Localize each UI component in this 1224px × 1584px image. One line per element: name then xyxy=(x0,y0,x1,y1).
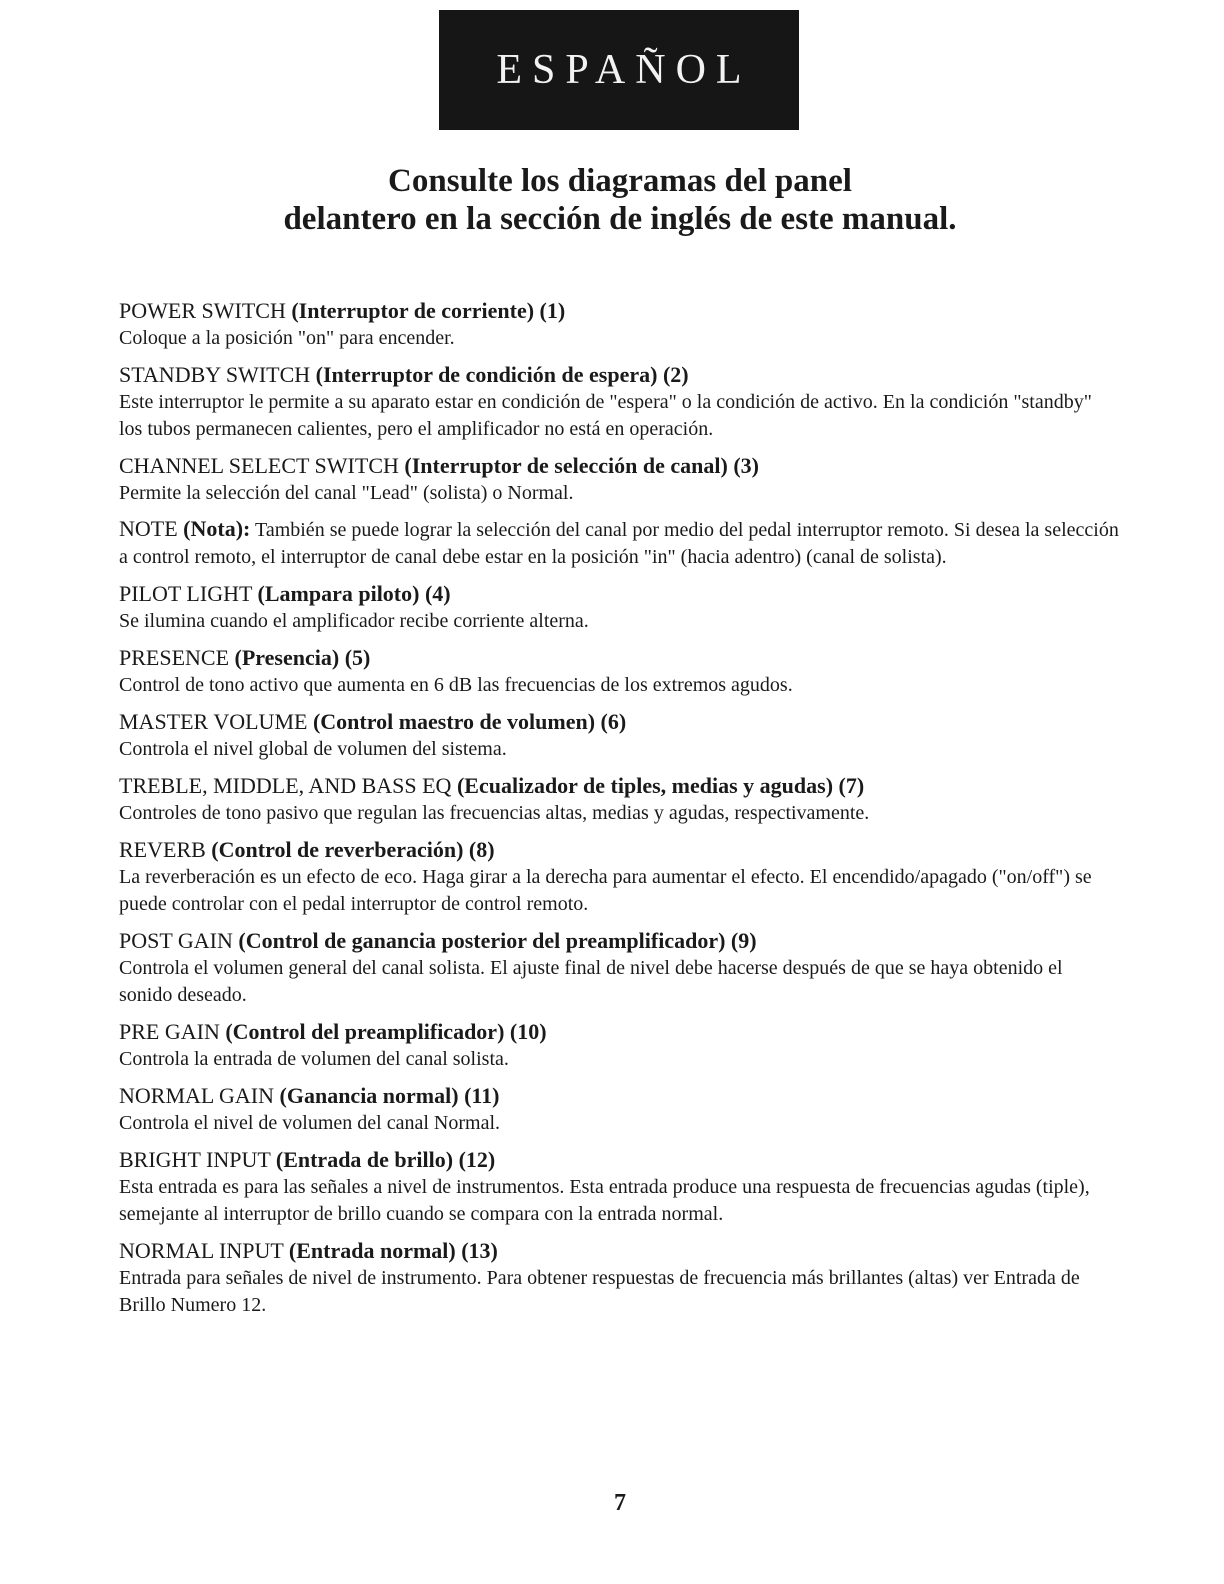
language-label: ESPAÑOL xyxy=(496,47,752,93)
section-description: Permite la selección del canal "Lead" (solista) o Normal. xyxy=(119,482,574,504)
section-title-english: POWER SWITCH xyxy=(119,298,286,323)
section-channel-select-switch xyxy=(119,451,1119,507)
section-title-spanish: (Presencia) (5) xyxy=(234,645,371,670)
heading-line-2: delantero en la sección de inglés de este manual. xyxy=(283,201,957,237)
section-title-spanish: (Interruptor de corriente) (1) xyxy=(291,298,566,323)
section-title xyxy=(119,451,1119,480)
note-label-english: NOTE xyxy=(119,516,178,541)
section-title-spanish: (Lampara piloto) (4) xyxy=(257,581,451,606)
section-description: Controles de tono pasivo que regulan las frecuencias altas, medias y agudas, respectivamente. xyxy=(119,802,870,824)
section-presence xyxy=(119,643,1119,699)
section-description: La reverberación es un efecto de eco. Haga girar a la derecha para aumentar el efecto. El encendido/apagado ("on/off") se puede controlar con el pedal interruptor de control remoto. xyxy=(119,866,1092,915)
section-description: Control de tono activo que aumenta en 6 dB las frecuencias de los extremos agudos. xyxy=(119,674,793,696)
section-post-gain xyxy=(119,926,1119,1009)
section-title-spanish: (Entrada de brillo) (12) xyxy=(275,1147,496,1172)
section-description: Coloque a la posición "on" para encender. xyxy=(119,327,455,349)
note-label-spanish: (Nota): xyxy=(183,516,251,541)
channel-note xyxy=(119,515,1119,571)
section-description: Este interruptor le permite a su aparato estar en condición de "espera" o la condición de activo. En la condición "standby" los tubos permanecen calientes, pero el amplificador no está en operación. xyxy=(119,391,1092,440)
section-title-spanish: (Ganancia normal) (11) xyxy=(279,1083,500,1108)
section-title-spanish: (Entrada normal) (13) xyxy=(288,1238,498,1263)
heading-line-1: Consulte los diagramas del panel xyxy=(388,163,852,199)
section-title xyxy=(119,835,1119,864)
section-description: Controla la entrada de volumen del canal solista. xyxy=(119,1048,509,1070)
section-title xyxy=(119,1145,1119,1174)
section-title xyxy=(119,643,1119,672)
section-master-volume xyxy=(119,707,1119,763)
section-description: Controla el nivel global de volumen del sistema. xyxy=(119,738,507,760)
section-eq xyxy=(119,771,1119,827)
section-description: Esta entrada es para las señales a nivel de instrumentos. Esta entrada produce una respuesta de frecuencias agudas (tiple), semejante al interruptor de brillo cuando se compara con la entrada normal. xyxy=(119,1176,1090,1225)
section-title-english: NORMAL GAIN xyxy=(119,1083,275,1108)
section-standby-switch xyxy=(119,360,1119,443)
section-title xyxy=(119,1017,1119,1046)
section-title-english: CHANNEL SELECT SWITCH xyxy=(119,453,399,478)
section-title-spanish: (Control maestro de volumen) (6) xyxy=(312,709,627,734)
section-title xyxy=(119,1081,1119,1110)
section-description: Se ilumina cuando el amplificador recibe corriente alterna. xyxy=(119,610,589,632)
language-banner xyxy=(439,10,799,130)
section-power-switch xyxy=(119,296,1119,352)
note-text: También se puede lograr la selección del canal por medio del pedal interruptor remoto. Si desea la selección a control remoto, el interruptor de canal debe estar en la posición "in" (hacia adentro) (canal de solista). xyxy=(119,519,1119,568)
section-normal-input xyxy=(119,1236,1119,1319)
section-title-spanish: (Control de ganancia posterior del preamplificador) (9) xyxy=(238,928,757,953)
section-description: Entrada para señales de nivel de instrumento. Para obtener respuestas de frecuencia más brillantes (altas) ver Entrada de Brillo Numero 12. xyxy=(119,1267,1080,1316)
section-bright-input xyxy=(119,1145,1119,1228)
section-title xyxy=(119,707,1119,736)
section-title-english: PRESENCE xyxy=(119,645,230,670)
section-title-spanish: (Interruptor de condición de espera) (2) xyxy=(315,362,689,387)
section-title-spanish: (Ecualizador de tiples, medias y agudas) (7) xyxy=(456,773,865,798)
section-title-spanish: (Control del preamplificador) (10) xyxy=(225,1019,547,1044)
section-title xyxy=(119,579,1119,608)
section-title xyxy=(119,360,1119,389)
section-title-english: PRE GAIN xyxy=(119,1019,220,1044)
section-title xyxy=(119,926,1119,955)
page-number: 7 xyxy=(614,1490,626,1516)
section-title-spanish: (Control de reverberación) (8) xyxy=(211,837,495,862)
section-pre-gain xyxy=(119,1017,1119,1073)
section-title-english: POST GAIN xyxy=(119,928,233,953)
section-title-english: REVERB xyxy=(119,837,206,862)
section-title xyxy=(119,771,1119,800)
section-title-english: BRIGHT INPUT xyxy=(119,1147,271,1172)
section-reverb xyxy=(119,835,1119,918)
section-title-english: NORMAL INPUT xyxy=(119,1238,284,1263)
section-title xyxy=(119,296,1119,325)
section-description: Controla el nivel de volumen del canal Normal. xyxy=(119,1112,500,1134)
section-title-english: PILOT LIGHT xyxy=(119,581,253,606)
section-description: Controla el volumen general del canal solista. El ajuste final de nivel debe hacerse después de que se haya obtenido el sonido deseado. xyxy=(119,957,1063,1006)
note-label xyxy=(119,516,250,541)
section-title xyxy=(119,1236,1119,1265)
section-normal-gain xyxy=(119,1081,1119,1137)
section-title-english: MASTER VOLUME xyxy=(119,709,308,734)
section-title-english: STANDBY SWITCH xyxy=(119,362,311,387)
section-title-spanish: (Interruptor de selección de canal) (3) xyxy=(404,453,759,478)
section-title-english: TREBLE, MIDDLE, AND BASS EQ xyxy=(119,773,452,798)
section-pilot-light xyxy=(119,579,1119,635)
page-heading xyxy=(0,162,1224,238)
control-descriptions xyxy=(119,296,1119,1327)
